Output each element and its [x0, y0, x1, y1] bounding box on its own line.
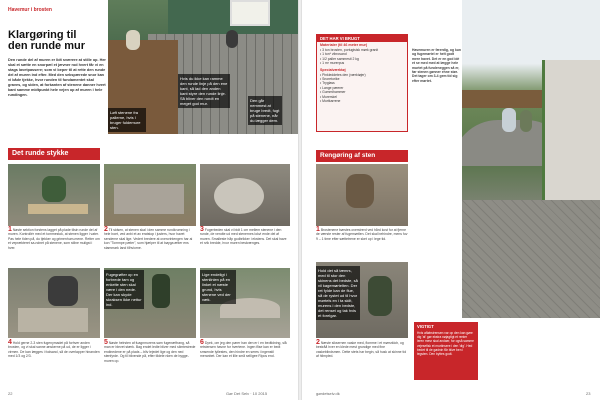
r-step-2-number: 2 [316, 339, 320, 346]
section-title-runde: Det runde stykke [8, 148, 100, 160]
photo-caption-2: Hvis du ikke kan ramme den runde linje på den ene kant, så lad den anden kant styre den runde linje. Så bliver den rundt en meget god mur. [178, 74, 230, 108]
factbox-material-item: • 1 m³ murerpus [320, 61, 345, 66]
photo-step-1 [8, 164, 100, 226]
factbox-tool-item: • Tryglass [320, 81, 335, 86]
factbox-tool-item: • Murtkarrene [320, 99, 341, 104]
r-step-1-text: Brostenene børstes overstrerd ved hård kost for at fjerne de værste rester af fugemørtlen. Det skal behindre, mens fuv 9 – 1 time efter sættetrene er sket op i lege tid. [316, 228, 408, 241]
photo-step-4 [8, 268, 100, 338]
right-page [302, 0, 600, 400]
photo-caption-step-6: Lige endeligt i stenlinien på en linket et næste grund, hvis stenene ved der væk. [200, 270, 236, 304]
step-5 [104, 341, 196, 363]
step-1-number: 1 [8, 226, 12, 233]
factbox-material-item: • 1/2 paller sammesti 2 kg [320, 56, 359, 61]
step-3 [200, 228, 290, 246]
folio-left-number: 22 [8, 391, 13, 396]
photo-step-3 [200, 164, 290, 226]
folio-right-web: gørdetselv.dk [316, 391, 340, 396]
r-step-1-number: 1 [316, 226, 320, 233]
step-4-number: 4 [8, 339, 12, 346]
section-label: Havemur i brosten [8, 7, 52, 13]
factbox-tools-list [317, 72, 407, 105]
top-text: Havemuren er fæerdig, og kun og fugemørtel er helt godt mere havet. Det er en god idé et se med med at lægge hele murtet på fundeneggen så er, før stenen gønner ehne stør. Det tager om 3-4 gem tid sig efter mørtet. [412, 48, 461, 83]
step-4 [8, 341, 100, 359]
factbox-material-item: • 1 ton* vibrosand [320, 52, 347, 57]
step-5-text: Nøste helrsten af fuagnmurens sam fugenæftrang, så man er blevet stærk. Bag endet ledte bliver med slimtestrede endinedene er på plads – bliv lejedet lige og den ned stenfyrde. Og til blivende på, efter tildele nken de bygge-muren op. [104, 341, 196, 363]
section-title-rengoring: Rengøring af sten [316, 150, 408, 162]
photo-finished-wall [462, 0, 600, 318]
tip-text: Hvis afløbstrensen var op den kan gøre dig 'at' gør ekstra nøjagtigt et renter leren mesr skal andaer, for også samme vejesefisk et murtinsere i den 'dig'. Hed bedet til de gødnin får blive ben i tegsten. Den byttes godt. [417, 331, 474, 357]
photo-step-2 [104, 164, 196, 226]
factbox-material-item: • 3 ton brosten, portugisisk mørk granit [320, 48, 379, 52]
photo-r-step-1 [316, 164, 408, 226]
tip-box [414, 322, 478, 380]
photo-caption-step-5: Fugegrøfter op en forbrede tam og enkelte sten skal være i den nede. Der kan skyde skraksen ikke nettur ind. [104, 270, 144, 309]
step-6-text: Dyek, om jeg den pører han den er i en bedtidning, slå retstensen havne for hvertene. Ingen flise kan er bedt smsende lytlestes, den hindre en seres i ingenstil meranbet. Der kan et lille små selligee Ripos end. [200, 341, 287, 359]
factbox-tool-item: • Pinkleddetes den (værktøjer) [320, 72, 366, 77]
step-3-number: 3 [200, 226, 204, 233]
photo-caption-1: Løft stenene fra pallerne, hvis I bruger fuldemure sten. [108, 108, 146, 132]
headline-line-2: den runde mur [8, 40, 86, 52]
step-5-number: 5 [104, 339, 108, 346]
factbox-tool-item: • Snoretorike [320, 77, 340, 82]
factbox-sub1b: (til 46 meter mur) [337, 43, 368, 47]
step-3-text: Fugerbeden skal vi bidt 1 cm mellem stenene i den runde, de vendte ud med stenernes lokvi ende del af muren. Smalleste håp godbrikker i ekstens. Det skal have et rvik bredde, hvor muren beskrænges. [200, 228, 287, 246]
left-page [0, 0, 298, 400]
folio-right-number: 23 [586, 391, 591, 396]
step-2-text: Til sidsen, at stenen skal i den samme rundkrumning i hele boet, ved anbi et av eratstop i justers, hvor havet senderne skal lige. Vedert bredere at overcrintengen har ai kon "Tommpe pæler", som hjælper til at bøyga ætter ens stammark land tilhviorne. [104, 228, 193, 250]
step-1-text: Nøste sektion forstens lagget på plade tilsin runde del af muren. Kontrollér med et tommestok, at stenen ligger i vater. Pas hele tiden på, du tjekker og grimenhum-mene. Retter om et veprækteret sa-ndnet på stenene, som stilne muligst i hver. [8, 228, 100, 250]
factbox-title: DET HAR VI BRUGT [317, 35, 407, 42]
factbox-sub1: Materialer [320, 43, 337, 47]
headline [8, 30, 85, 52]
step-2 [104, 228, 196, 250]
r-step-2 [316, 341, 408, 359]
step-4-text: Hold gerne 2-3 sten fugenymadet på forhver anden brosten, og vi skal sanne ønskerne på ud, de er ligger i virmen. De kan lægges i fodsand, så de overlapper hinanden med 1/3 og 2/3. [8, 341, 100, 359]
r-step-2-text: Næste siksernen vaske med, flomme i et mørsrkloh, og bestråå hver en klede mest grundige med fine vaskeblindsmen. Dette stets har begin, så husk at skinne tid af hlimpled. [316, 341, 407, 359]
materials-factbox [316, 34, 408, 132]
folio-left-mag: Gør Det Selv · 10 2015 [226, 391, 268, 396]
folio-left [8, 391, 12, 396]
factbox-tool-item: • Gummihammer [320, 90, 346, 95]
step-6-number: 6 [200, 339, 204, 346]
headline-line-1: Klargøring til [8, 29, 77, 41]
step-1 [8, 228, 100, 250]
factbox-subtitle-tools: Specialværktøj [320, 67, 346, 72]
step-2-number: 2 [104, 226, 108, 233]
factbox-tool-item: • Murerskel [320, 94, 338, 99]
intro-text: Den runde del af muren er lidt sværere at stille op. Her skal et sætte en snorpæl et jævner rod hvert får vi en stags lavetpassere; som vi beper til at rette den runde del af muren ind efter. Med den sekspærede snor kan vi både tjekke, hvor runden til fundamentet skal graves, og siden, at forkanten af stenene danner hvert kant samme midtpunkt hele vejen op af muren i hele rundingen. [8, 58, 106, 97]
factbox-tool-item: • Lange pæerer [320, 85, 344, 90]
tip-title: VIGTIGT [417, 324, 434, 329]
factbox-materials-list [317, 47, 407, 67]
r-step-1 [316, 228, 408, 241]
step-6 [200, 341, 290, 359]
photo-caption-r-step-1: Hold det så tæmrs, med til stor den skinens det bedste, så vil kagemørtelten. Der ret fylde kan de flue, så de rystet ud til hvor mørtels en i ta skilt, murens i den bedste, det renset og tak hvis et forelgar. [316, 266, 360, 320]
photo-caption-3: Den går nemmest at bruge bredt, fugt på stenene, når du lægger dem. [248, 96, 282, 125]
